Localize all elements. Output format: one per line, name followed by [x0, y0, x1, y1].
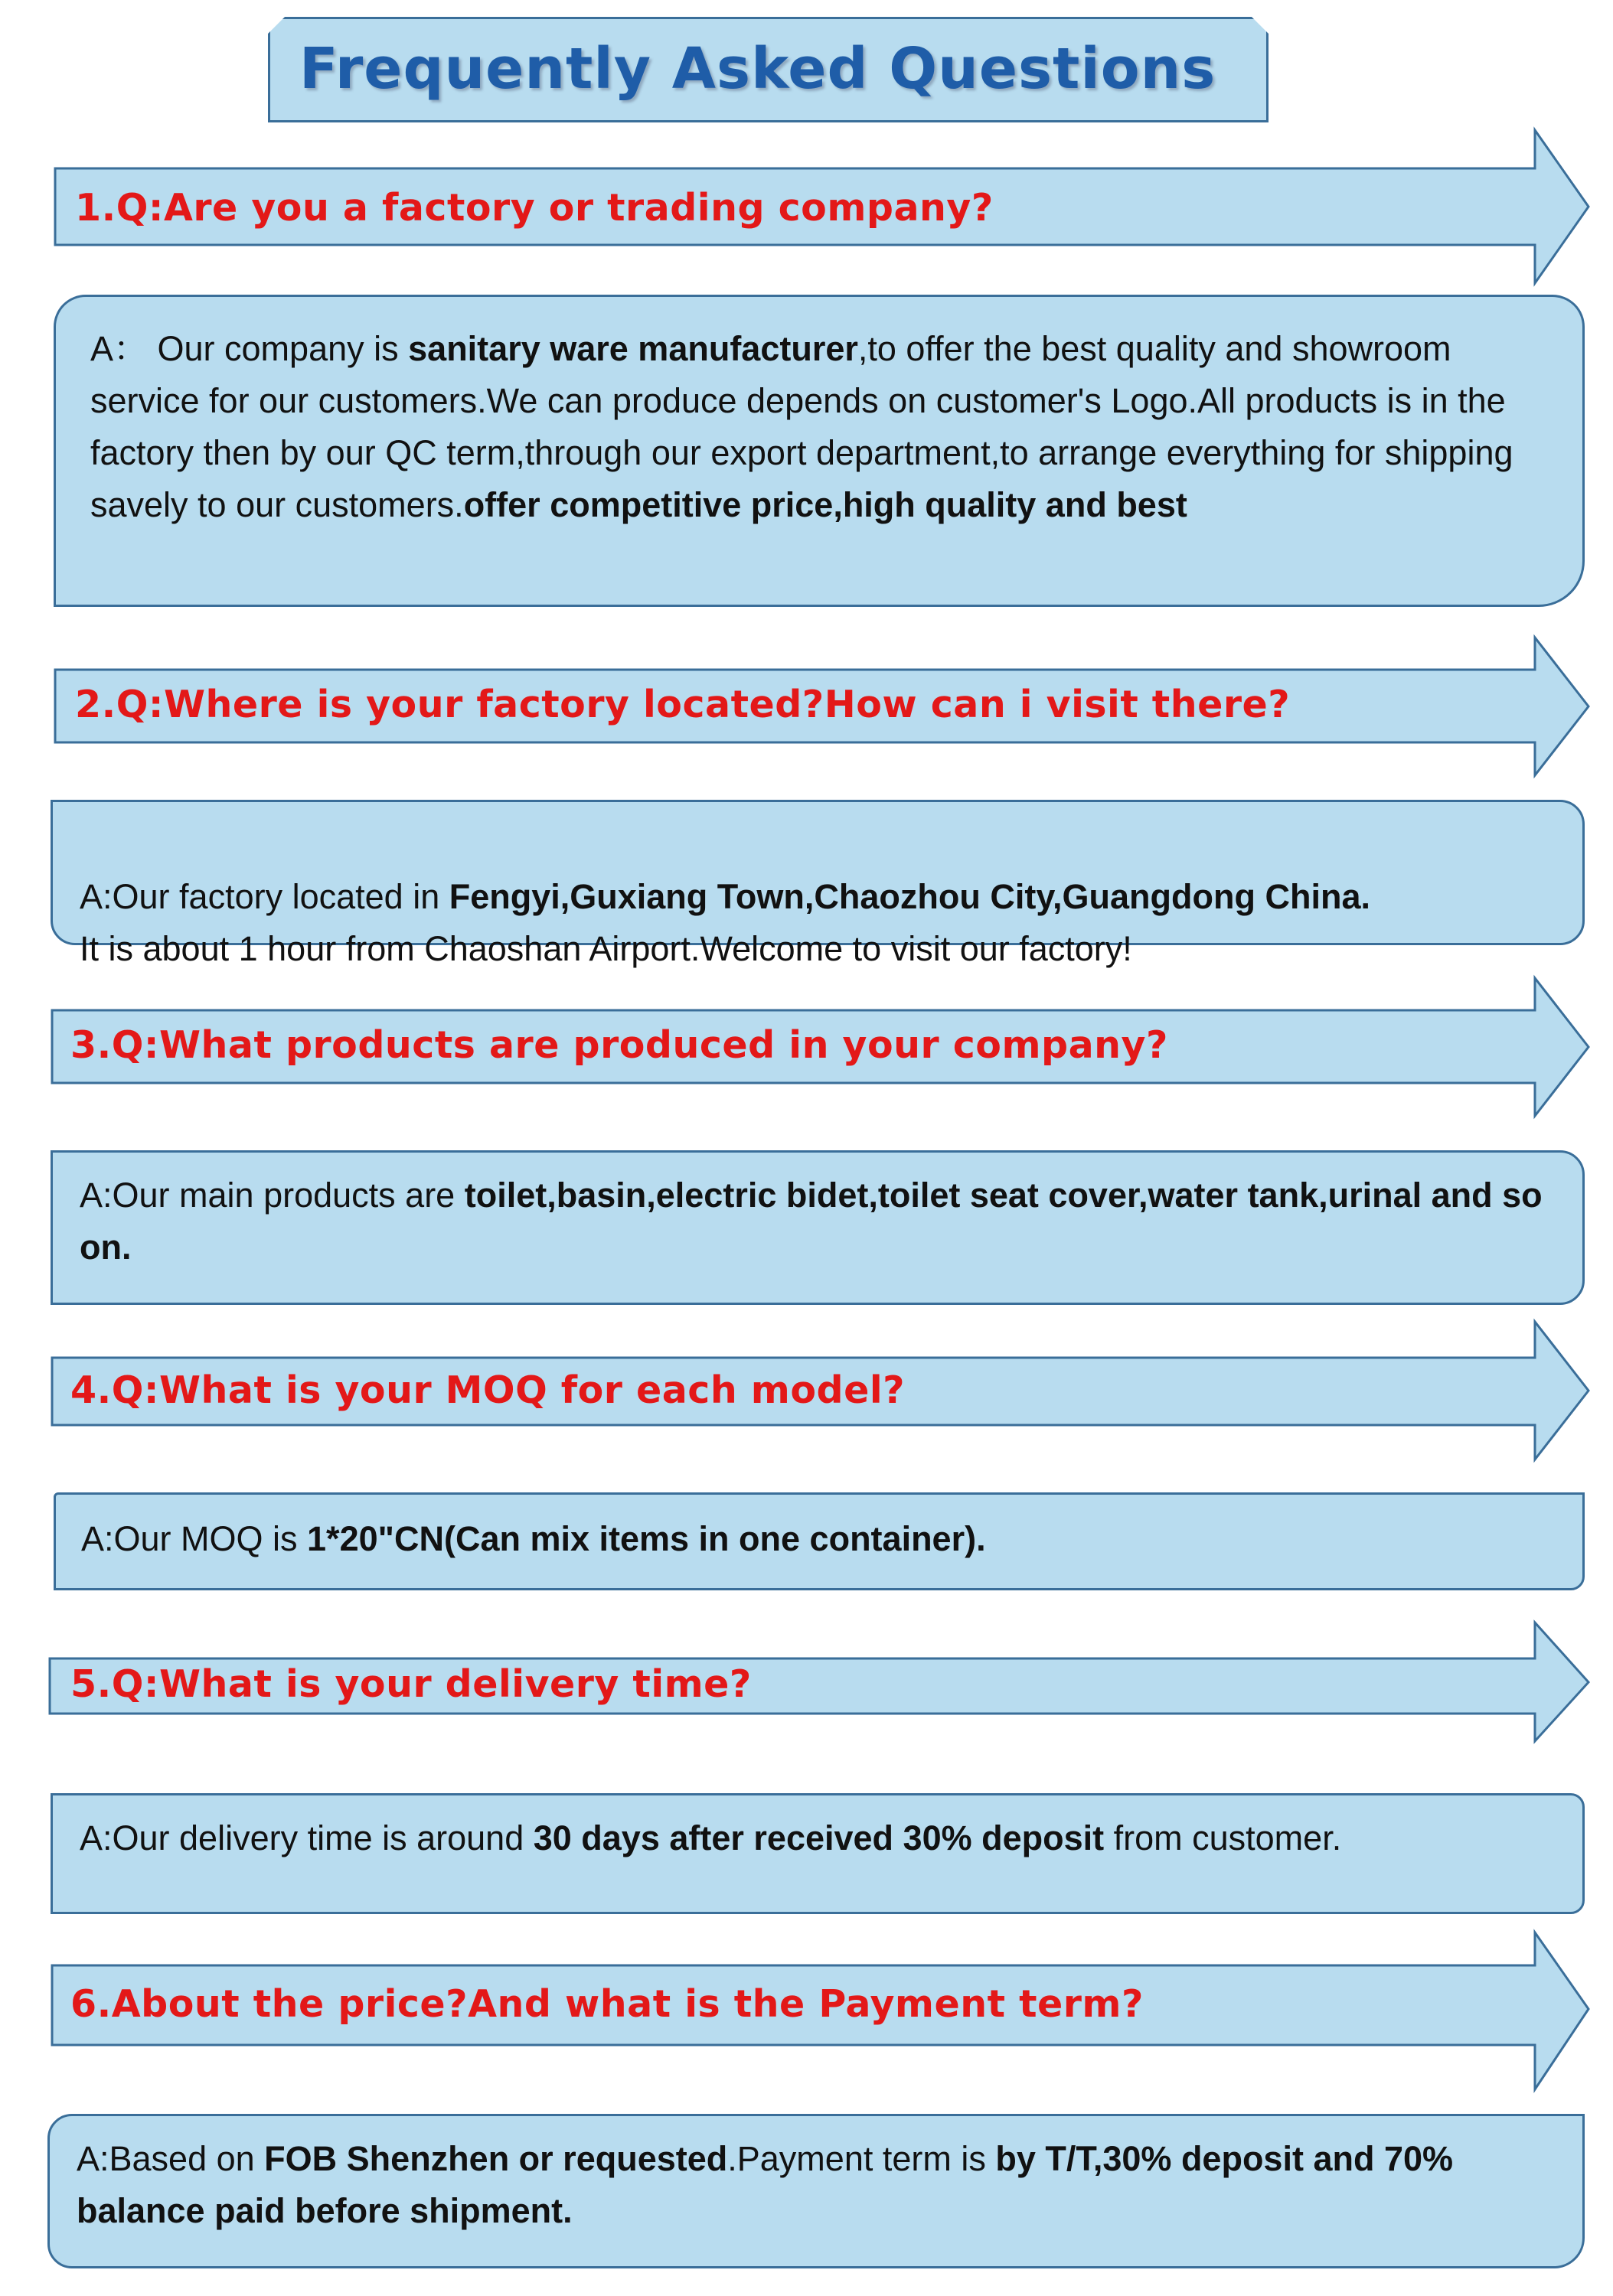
answer-panel-4 — [54, 1492, 1585, 1590]
answer-text: A:Our MOQ is 1*20"CN(Can mix items in one container). — [81, 1519, 986, 1558]
question-text: 3.Q:What products are produced in your company? — [70, 1023, 1168, 1067]
answer-text: A:Based on FOB Shenzhen or requested.Payment term is by T/T,30% deposit and 70% balance paid before shipment. — [77, 2139, 1454, 2230]
question-arrow-1 — [46, 126, 1592, 287]
answer-text: A:Our factory located in Fengyi,Guxiang Town,Chaozhou City,Guangdong China. It is about 1 hour from Chaoshan Airport.Welcome to visit our factory! — [80, 877, 1370, 968]
question-arrow-2 — [46, 634, 1592, 779]
question-arrow-4 — [46, 1318, 1592, 1463]
question-text: 5.Q:What is your delivery time? — [70, 1662, 752, 1706]
question-text: 1.Q:Are you a factory or trading company? — [75, 186, 994, 230]
answer-panel-1 — [54, 295, 1585, 607]
answer-text: A： Our company is sanitary ware manufacturer,to offer the best quality and showroom service for our customers.We can produce depends on customer's Logo.All products is in the factory then by our QC term,through our export department,to arrange everything for shipping savely to our customers.offer competitive price,high quality and best — [90, 329, 1513, 524]
answer-panel-5 — [51, 1793, 1585, 1914]
answer-text: A:Our main products are toilet,basin,electric bidet,toilet seat cover,water tank,urinal and so on. — [80, 1176, 1543, 1267]
question-arrow-3 — [46, 974, 1592, 1120]
answer-panel-6 — [47, 2114, 1585, 2268]
question-text: 2.Q:Where is your factory located?How can i visit there? — [75, 683, 1291, 726]
answer-text: A:Our delivery time is around 30 days after received 30% deposit from customer. — [80, 1818, 1342, 1857]
question-text: 6.About the price?And what is the Payment term? — [70, 1982, 1144, 2026]
question-arrow-6 — [46, 1929, 1592, 2093]
question-arrow-5 — [46, 1619, 1592, 1745]
page-title: Frequently Asked Questions — [299, 36, 1216, 102]
answer-panel-3 — [51, 1150, 1585, 1305]
answer-panel-2 — [51, 800, 1585, 968]
question-text: 4.Q:What is your MOQ for each model? — [70, 1368, 906, 1412]
title-banner — [268, 17, 1269, 122]
